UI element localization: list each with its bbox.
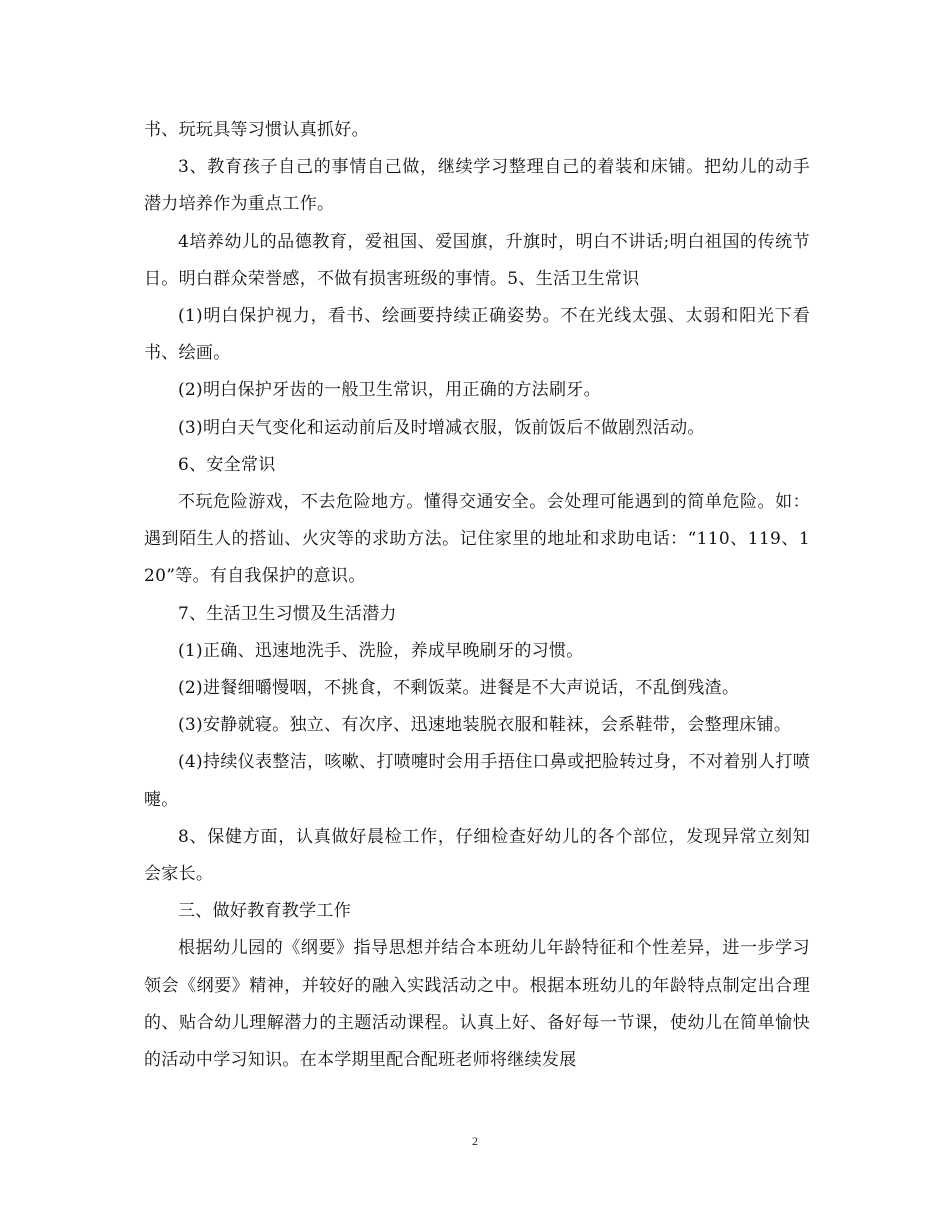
paragraph: 根据幼儿园的《纲要》指导思想并结合本班幼儿年龄特征和个性差异，进一步学习领会《纲要》精神，并较好的融入实践活动之中。根据本班幼儿的年龄特点制定出合理的、贴合幼儿理解潜力的主题活动课程。认真上好、备好每一节课，使幼儿在简单愉快的活动中学习知识。在本学期里配合配班老师将继续发展: [144, 938, 810, 1071]
section-heading: 7、生活卫生习惯及生活潜力: [178, 603, 397, 624]
paragraph: (1)正确、迅速地洗手、洗脸，养成早晚刷牙的习惯。: [178, 640, 584, 661]
paragraph: 3、教育孩子自己的事情自己做，继续学习整理自己的着装和床铺。把幼儿的动手潜力培养作为重点工作。: [144, 157, 810, 215]
paragraph: (3)安静就寝。独立、有次序、迅速地装脱衣服和鞋袜，会系鞋带，会整理床铺。: [178, 715, 792, 736]
paragraph: (3)明白天气变化和运动前后及时增减衣服，饭前饭后不做剧烈活动。: [178, 417, 705, 438]
paragraph: (2)进餐细嚼慢咽，不挑食，不剩饭菜。进餐是不大声说话，不乱倒残渣。: [178, 678, 740, 699]
paragraph: (4)持续仪表整洁，咳嗽、打喷嚏时会用手捂住口鼻或把脸转过身，不对着别人打喷嚏。: [144, 752, 810, 810]
paragraph: 不玩危险游戏，不去危险地方。懂得交通安全。会处理可能遇到的简单危险。如：遇到陌生人的搭讪、火灾等的求助方法。记住家里的地址和求助电话：“110、119、120”等。有自我保护的意识。: [144, 492, 810, 587]
paragraph: 4培养幼儿的品德教育，爱祖国、爱国旗，升旗时，明白不讲话;明白祖国的传统节日。明白群众荣誉感，不做有损害班级的事情。5、生活卫生常识: [144, 231, 810, 289]
paragraph: (1)明白保护视力，看书、绘画要持续正确姿势。不在光线太强、太弱和阳光下看书、绘画。: [144, 306, 810, 364]
section-heading: 三、做好教育教学工作: [178, 901, 351, 922]
paragraph: (2)明白保护牙齿的一般卫生常识，用正确的方法刷牙。: [178, 380, 601, 401]
document-body: [144, 112, 810, 1079]
page-number: 2: [472, 1134, 478, 1148]
paragraph: 书、玩玩具等习惯认真抓好。: [144, 120, 369, 140]
section-heading: 6、安全常识: [178, 454, 276, 475]
paragraph: 8、保健方面，认真做好晨检工作，仔细检查好幼儿的各个部位，发现异常立刻知会家长。: [144, 826, 810, 885]
